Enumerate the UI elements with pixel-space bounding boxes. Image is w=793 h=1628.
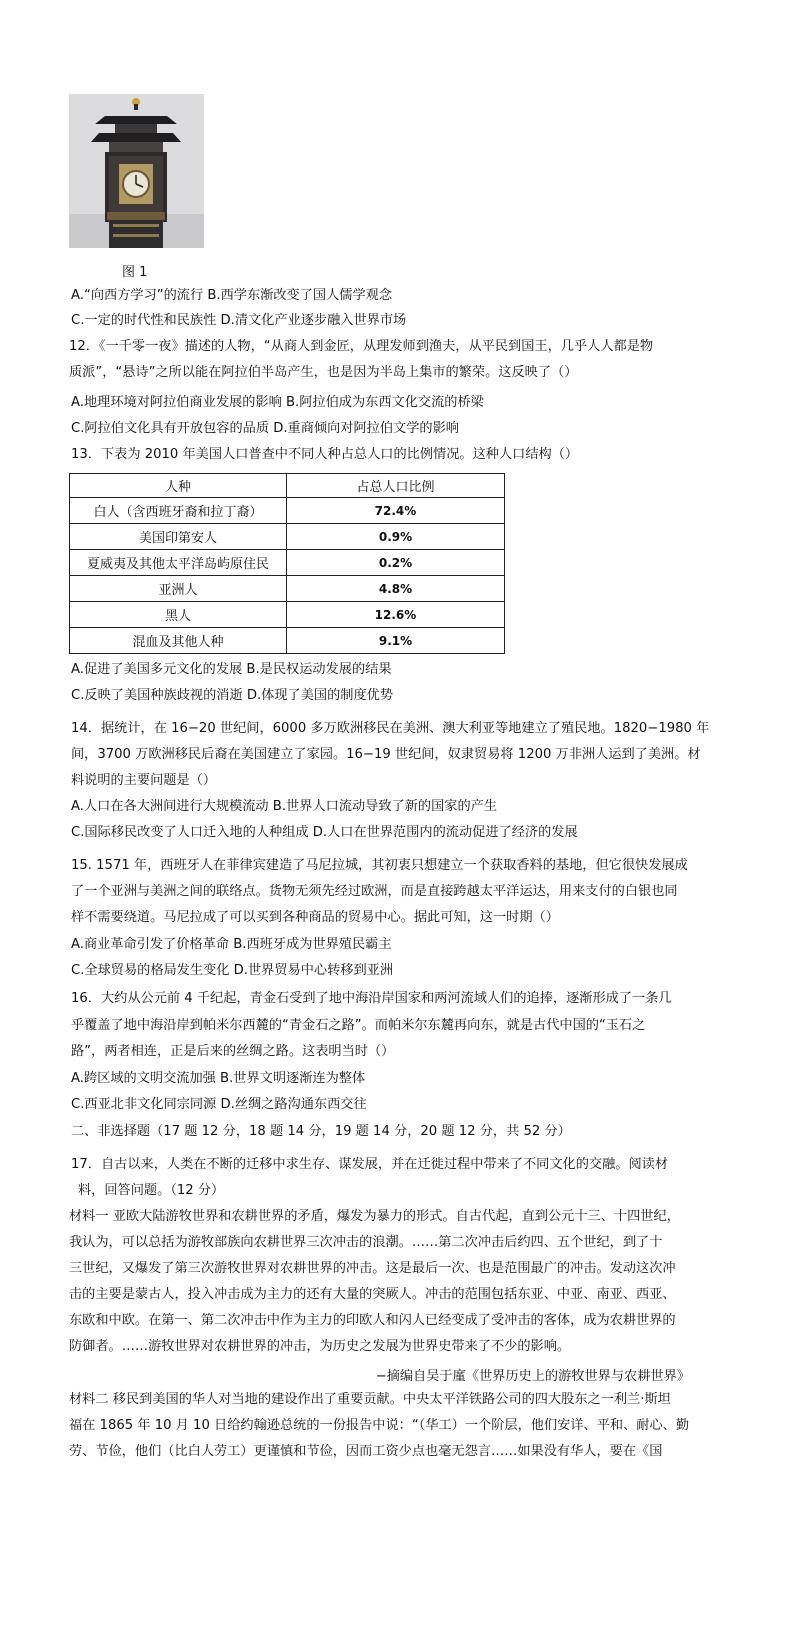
clock-tower-illustration [69,94,204,248]
q16-stem-line-3: 路”，两者相连，正是后来的丝绸之路。这表明当时（） [71,1044,395,1059]
percentage-cell: 0.2% [287,550,505,576]
q17-stem-line-2: 料，回答问题。（12 分） [78,1183,225,1198]
percentage-cell: 12.6% [287,602,505,628]
q11-options-ab: A.“向西方学习”的流行 B.西学东渐改变了国人儒学观念 [71,288,393,303]
q15-options-cd: C.全球贸易的格局发生变化 D.世界贸易中心转移到亚洲 [71,963,394,978]
percentage-cell: 9.1% [287,628,505,654]
q13-stem: 13．下表为 2010 年美国人口普查中不同人种占总人口的比例情况。这种人口结构（） [71,447,579,462]
percentage-cell: 4.8% [287,576,505,602]
q16-stem-line-1: 16．大约从公元前 4 千纪起，青金石受到了地中海沿岸国家和两河流域人们的追捧，逐渐形成了一条几 [71,991,672,1006]
q14-options-cd: C.国际移民改变了人口迁入地的人种组成 D.人口在世界范围内的流动促进了经济的发展 [71,825,578,840]
q14-stem-line-1: 14．据统计，在 16−20 世纪间，6000 多万欧洲移民在美洲、澳大利亚等地建立了殖民地。1820−1980 年 [71,721,710,736]
figure-caption: 图 1 [122,265,148,280]
q12-stem-line-2: 质派”，“悬诗”之所以能在阿拉伯半岛产生，也是因为半岛上集市的繁荣。这反映了（） [69,365,578,380]
material-1-line-6: 防御者。……游牧世界对农耕世界的冲击，为历史之发展为世界史带来了不少的影响。 [69,1339,571,1354]
table-row [70,628,505,654]
q15-stem-line-3: 样不需要绕道。马尼拉成了可以买到各种商品的贸易中心。据此可知，这一时期（） [71,910,559,925]
race-cell: 混血及其他人种 [70,628,287,654]
percentage-cell: 0.9% [287,524,505,550]
q14-stem-line-2: 间，3700 万欧洲移民后裔在美国建立了家园。16−19 世纪间，奴隶贸易将 1200 万非洲人运到了美洲。材 [71,747,701,762]
material-1-line-2: 我认为，可以总括为游牧部族向农耕世界三次冲击的浪潮。……第二次冲击后约四、五个世纪，到了十 [69,1235,663,1250]
material-1-line-4: 击的主要是蒙古人，投入冲击成为主力的还有大量的突厥人。冲击的范围包括东亚、中亚、南亚、西亚、 [69,1287,676,1302]
table-row [70,576,505,602]
q13-options-ab: A.促进了美国多元文化的发展 B.是民权运动发展的结果 [71,662,392,677]
q15-stem-line-2: 了一个亚洲与美洲之间的联络点。货物无须先经过欧洲，而是直接跨越太平洋运达，用来支付的白银也同 [71,884,678,899]
table-row [70,524,505,550]
q11-options-cd: C.一定的时代性和民族性 D.清文化产业逐步融入世界市场 [71,313,407,328]
q16-options-ab: A.跨区域的文明交流加强 B.世界文明逐渐连为整体 [71,1071,366,1086]
race-cell: 美国印第安人 [70,524,287,550]
q12-options-cd: C.阿拉伯文化具有开放包容的品质 D.重商倾向对阿拉伯文学的影响 [71,421,459,436]
race-cell: 黑人 [70,602,287,628]
material-1-line-3: 三世纪，又爆发了第三次游牧世界对农耕世界的冲击。这是最后一次、也是范围最广的冲击。发动这次冲 [69,1261,676,1276]
q14-stem-line-3: 料说明的主要问题是（） [71,773,217,788]
material-1-line-5: 东欧和中欧。在第一、第二次冲击中作为主力的印欧人和闪人已经变成了受冲击的客体，成为农耕世界的 [69,1313,676,1328]
q16-stem-line-2: 乎覆盖了地中海沿岸到帕米尔西麓的“青金石之路”。而帕米尔东麓再向东，就是古代中国的“玉石之 [71,1018,646,1033]
percentage-cell: 72.4% [287,498,505,524]
clock-tower-image [69,94,204,248]
q15-options-ab: A.商业革命引发了价格革命 B.西班牙成为世界殖民霸主 [71,937,392,952]
q14-options-ab: A.人口在各大洲间进行大规模流动 B.世界人口流动导致了新的国家的产生 [71,799,498,814]
material-1-line-1: 材料一 亚欧大陆游牧世界和农耕世界的矛盾，爆发为暴力的形式。自古代起，直到公元十三、十四世纪， [69,1209,680,1224]
table-header-race: 人种 [70,474,287,498]
q12-options-ab: A.地理环境对阿拉伯商业发展的影响 B.阿拉伯成为东西文化交流的桥梁 [71,395,484,410]
table-header-percentage: 占总人口比例 [287,474,505,498]
material-1-source: −摘编自吴于廑《世界历史上的游牧世界与农耕世界》 [375,1369,690,1384]
material-2-line-2: 福在 1865 年 10 月 10 日给约翰逊总统的一份报告中说：“（华工）一个阶层，他们安详、平和、耐心、勤 [69,1418,690,1433]
table-header-row [70,474,505,498]
race-cell: 夏威夷及其他太平洋岛屿原住民 [70,550,287,576]
table-row [70,550,505,576]
section-2-heading: 二、非选择题（17 题 12 分，18 题 14 分，19 题 14 分，20 题 12 分，共 52 分） [71,1124,571,1139]
population-table [69,473,505,654]
q13-options-cd: C.反映了美国种族歧视的消逝 D.体现了美国的制度优势 [71,688,394,703]
race-cell: 白人（含西班牙裔和拉丁裔） [70,498,287,524]
material-2-line-3: 劳、节俭，他们（比白人劳工）更谨慎和节俭，因而工资少点也毫无怨言……如果没有华人，要在《国 [69,1444,663,1459]
table-row [70,602,505,628]
material-2-line-1: 材料二 移民到美国的华人对当地的建设作出了重要贡献。中央太平洋铁路公司的四大股东之一利兰·斯坦 [69,1392,671,1407]
table-row [70,498,505,524]
q16-options-cd: C.西亚北非文化同宗同源 D.丝绸之路沟通东西交往 [71,1097,367,1112]
q12-stem-line-1: 12．《一千零一夜》描述的人物，“从商人到金匠，从理发师到渔夫，从平民到国王，几乎人人都是物 [69,339,654,354]
q17-stem-line-1: 17．自古以来，人类在不断的迁移中求生存、谋发展，并在迁徙过程中带来了不同文化的交融。阅读材 [71,1157,669,1172]
race-cell: 亚洲人 [70,576,287,602]
q15-stem-line-1: 15. 1571 年，西班牙人在菲律宾建造了马尼拉城，其初衷只想建立一个获取香料的基地，但它很快发展成 [71,858,688,873]
